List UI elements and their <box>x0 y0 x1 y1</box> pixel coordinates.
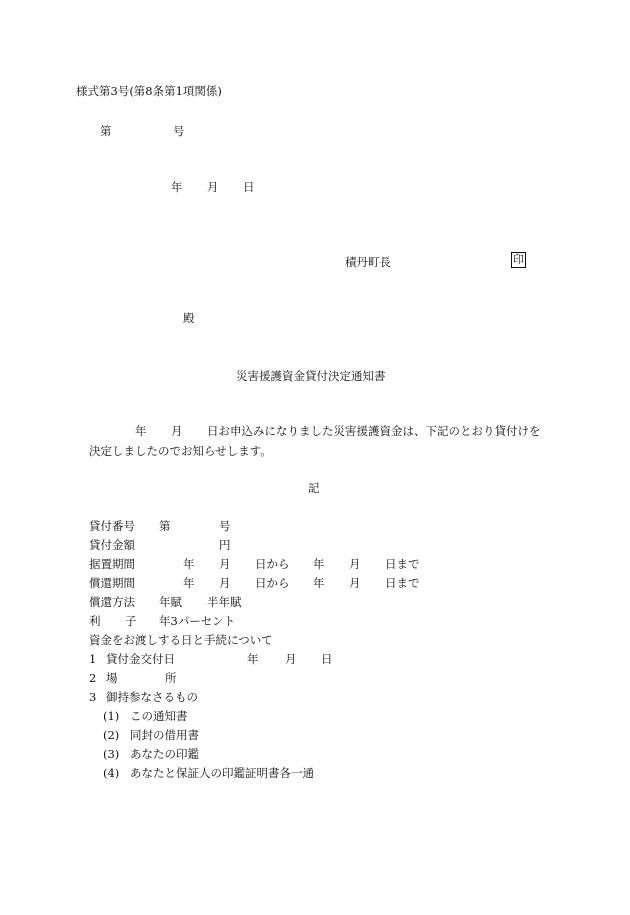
sub-item-2-number: (2) <box>103 728 120 742</box>
issuer-name: 積丹町長 <box>345 255 391 269</box>
deferment-year-2: 年 <box>313 557 325 571</box>
sub-item-2-text: 同封の借用書 <box>130 728 199 742</box>
procedure-3-number: 3 <box>89 690 97 704</box>
intro-year: 年 <box>135 424 147 438</box>
repayment-day-2: 日まで <box>385 576 420 590</box>
repayment-label: 償還期間 <box>89 576 135 590</box>
deferment-month-1: 月 <box>219 557 231 571</box>
ki-heading: 記 <box>308 481 320 495</box>
loan-number-prefix: 第 <box>159 519 171 533</box>
repayment-month-1: 月 <box>219 576 231 590</box>
interest-value: 年3パーセント <box>159 614 236 628</box>
loan-amount-unit: 円 <box>219 538 231 552</box>
method-label: 償還方法 <box>89 595 135 609</box>
date-day: 日 <box>243 180 255 194</box>
interest-label-1: 利 <box>89 614 101 628</box>
doc-number-suffix: 号 <box>173 124 185 138</box>
repayment-month-2: 月 <box>349 576 361 590</box>
procedure-2-label-1: 場 <box>106 671 118 685</box>
deferment-year-1: 年 <box>183 557 195 571</box>
sub-item-3-number: (3) <box>103 747 120 761</box>
procedure-1-day: 日 <box>321 652 333 666</box>
sub-item-1-text: この通知書 <box>130 709 188 723</box>
sub-item-3-text: あなたの印鑑 <box>130 747 199 761</box>
interest-label-2: 子 <box>125 614 137 628</box>
procedure-1-year: 年 <box>247 652 259 666</box>
procedure-title: 資金をお渡しする日と手続について <box>89 633 273 647</box>
seal-mark: 印 <box>513 253 524 266</box>
sub-item-4-text: あなたと保証人の印鑑証明書各一通 <box>130 766 314 780</box>
intro-month: 月 <box>171 424 183 438</box>
procedure-3-label: 御持参なさるもの <box>106 690 198 704</box>
deferment-month-2: 月 <box>349 557 361 571</box>
intro-text-2: 決定しましたのでお知らせします。 <box>89 444 272 458</box>
repayment-year-1: 年 <box>183 576 195 590</box>
repayment-year-2: 年 <box>313 576 325 590</box>
loan-number-label: 貸付番号 <box>89 519 135 533</box>
doc-number-prefix: 第 <box>100 124 112 138</box>
loan-amount-label: 貸付金額 <box>89 538 135 552</box>
date-month: 月 <box>207 180 219 194</box>
procedure-1-label: 貸付金交付日 <box>106 652 175 666</box>
procedure-2-label-2: 所 <box>165 671 177 685</box>
deferment-label: 据置期間 <box>89 557 135 571</box>
procedure-1-month: 月 <box>285 652 297 666</box>
deferment-day-1: 日から <box>255 557 290 571</box>
form-number: 様式第3号(第8条第1項関係) <box>76 84 222 98</box>
method-option-semiannual: 半年賦 <box>207 595 242 609</box>
procedure-1-number: 1 <box>89 652 97 666</box>
date-year: 年 <box>171 180 183 194</box>
method-option-annual: 年賦 <box>159 595 182 609</box>
document-title: 災害援護資金貸付決定通知書 <box>236 369 386 383</box>
repayment-day-1: 日から <box>255 576 290 590</box>
deferment-day-2: 日まで <box>385 557 420 571</box>
intro-text: 日お申込みになりました災害援護資金は、下記のとおり貸付けを <box>207 424 541 438</box>
sub-item-1-number: (1) <box>103 709 120 723</box>
loan-number-suffix: 号 <box>219 519 231 533</box>
addressee-suffix: 殿 <box>183 311 195 325</box>
sub-item-4-number: (4) <box>103 766 120 780</box>
procedure-2-number: 2 <box>89 671 97 685</box>
